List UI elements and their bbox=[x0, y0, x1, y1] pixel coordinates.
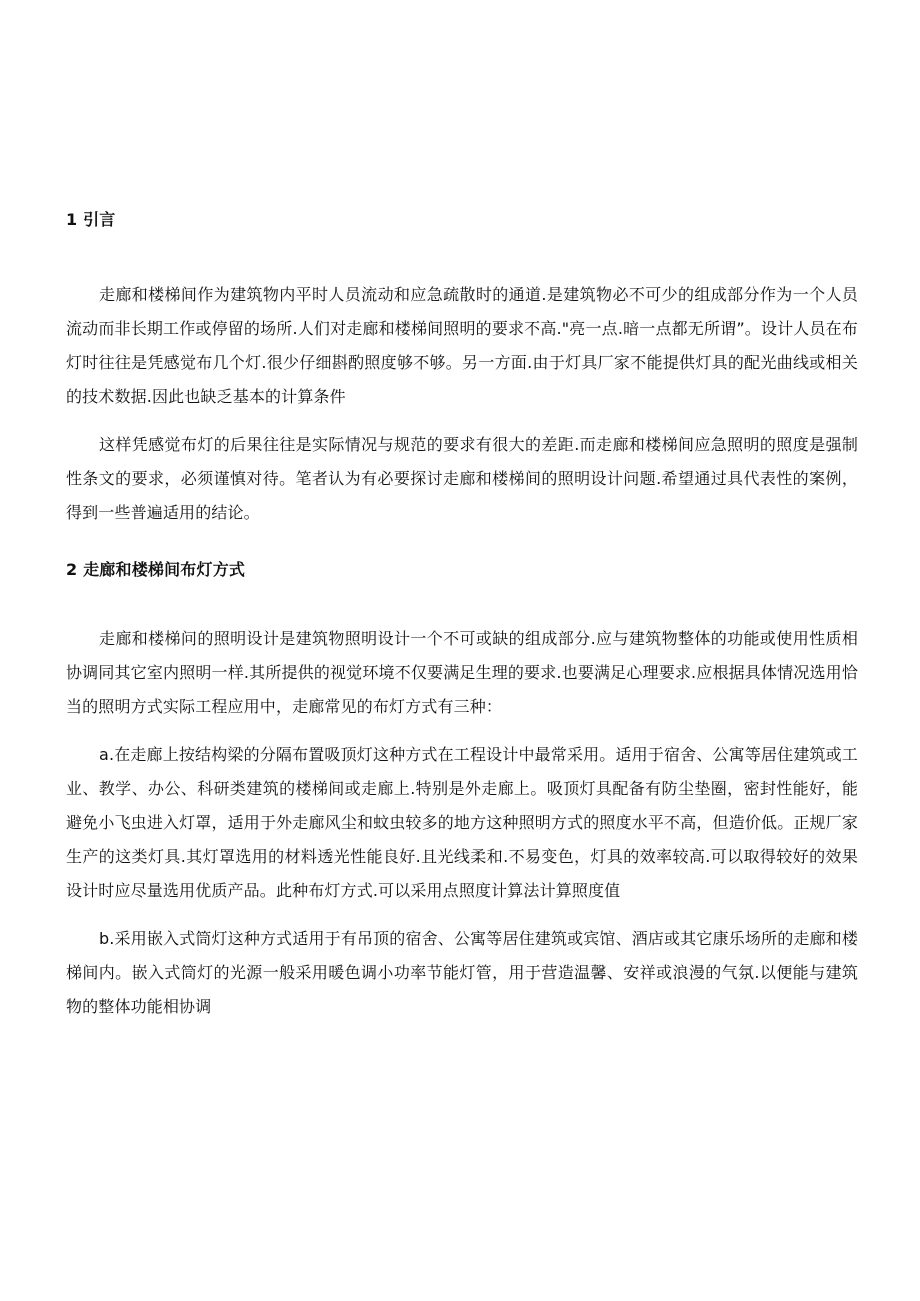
section-heading-lighting-layout: 2 走廊和楼梯间布灯方式 bbox=[66, 560, 246, 579]
paragraph: 这样凭感觉布灯的后果往往是实际情况与规范的要求有很大的差距.而走廊和楼梯间应急照明的照度是强制性条文的要求，必须谨慎对待。笔者认为有必要探讨走廊和楼梯间的照明设计问题.希望通过具代表性的案例，得到一些普遍适用的结论。 bbox=[66, 435, 858, 522]
paragraph: 走廊和楼梯间作为建筑物内平时人员流动和应急疏散时的通道.是建筑物必不可少的组成部分作为一个人员流动而非长期工作或停留的场所.人们对走廊和楼梯间照明的要求不高."亮一点.暗一点都无所谓”。设计人员在布灯时往往是凭感觉布几个灯.很少仔细斟酌照度够不够。另一方面.由于灯具厂家不能提供灯具的配光曲线或相关的技术数据.因此也缺乏基本的计算条件 bbox=[66, 285, 858, 406]
document-body bbox=[66, 206, 858, 1024]
paragraph: b.采用嵌入式筒灯这种方式适用于有吊顶的宿舍、公寓等居住建筑或宾馆、酒店或其它康乐场所的走廊和楼梯间内。嵌入式筒灯的光源一般采用暖色调小功率节能灯管，用于营造温馨、安祥或浪漫的气氛.以便能与建筑物的整体功能相协调 bbox=[66, 929, 858, 1016]
section-heading-introduction: 1 引言 bbox=[66, 210, 116, 229]
paragraph: a.在走廊上按结构梁的分隔布置吸顶灯这种方式在工程设计中最常采用。适用于宿舍、公寓等居住建筑或工业、教学、办公、科研类建筑的楼梯间或走廊上.特别是外走廊上。吸顶灯具配备有防尘垫圈，密封性能好，能避免小飞虫进入灯罩，适用于外走廊风尘和蚊虫较多的地方这种照明方式的照度水平不高，但造价低。正规厂家生产的这类灯具.其灯罩选用的材料透光性能良好.且光线柔和.不易变色，灯具的效率较高.可以取得较好的效果设计时应尽量选用优质产品。此种布灯方式.可以采用点照度计算法计算照度值 bbox=[66, 745, 858, 900]
paragraph: 走廊和楼梯问的照明设计是建筑物照明设计一个不可或缺的组成部分.应与建筑物整体的功能或使用性质相协调同其它室内照明一样.其所提供的视觉环境不仅要满足生理的要求.也要满足心理要求.应根据具体情况选用恰当的照明方式实际工程应用中，走廊常见的布灯方式有三种： bbox=[66, 629, 858, 716]
